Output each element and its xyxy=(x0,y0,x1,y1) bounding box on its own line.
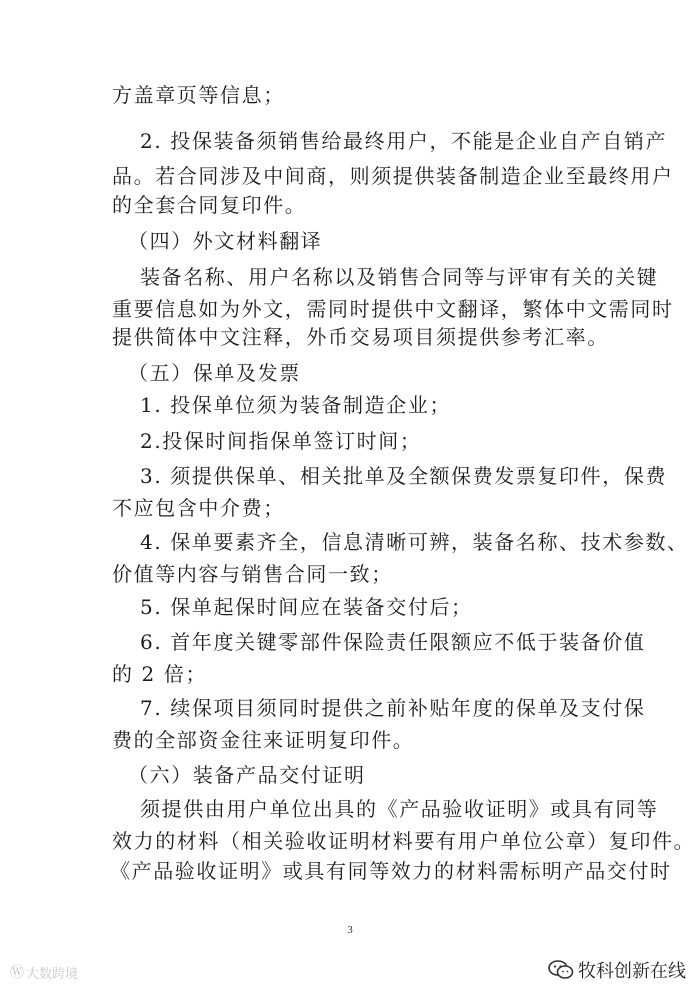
text-line: 方盖章页等信息； xyxy=(112,83,285,107)
wechat-icon xyxy=(548,959,574,981)
text-line: 提供简体中文注释，外币交易项目须提供参考汇率。 xyxy=(112,325,609,349)
text-line: 价值等内容与销售合同一致； xyxy=(112,562,393,586)
text-line: 1. 投保单位须为装备制造企业； xyxy=(140,393,452,417)
left-watermark-text: 大数跨境 xyxy=(26,966,79,982)
section-heading: （六）装备产品交付证明 xyxy=(128,763,366,787)
text-line: 装备名称、用户名称以及销售合同等与评审有关的关键 xyxy=(140,265,659,289)
text-line: 不应包含中介费； xyxy=(112,496,285,520)
section-heading: （五）保单及发票 xyxy=(128,361,301,385)
text-line: 效力的材料（相关验收证明材料要有用户单位公章）复印件。 xyxy=(112,829,696,853)
text-line: 2. 投保装备须销售给最终用户，不能是企业自产自销产 xyxy=(140,129,668,153)
text-line: 5. 保单起保时间应在装备交付后； xyxy=(140,595,473,619)
text-line: 4. 保单要素齐全，信息清晰可辨，装备名称、技术参数、 xyxy=(140,530,689,554)
text-line: 的 2 倍； xyxy=(112,662,208,686)
text-line: 的全套合同复印件。 xyxy=(112,193,307,217)
text-line: 7. 续保项目须同时提供之前补贴年度的保单及支付保 xyxy=(140,696,646,720)
text-line: 《产品验收证明》或具有同等效力的材料需标明产品交付时 xyxy=(110,859,672,883)
weibo-logo-icon: Ⓦ xyxy=(10,965,24,981)
left-watermark xyxy=(10,962,78,982)
text-line: 须提供由用户单位出具的《产品验收证明》或具有同等 xyxy=(140,797,659,821)
page-number: 3 xyxy=(347,924,353,936)
text-line: 品。若合同涉及中间商，则须提供装备制造企业至最终用户 xyxy=(112,164,674,188)
right-watermark-text: 牧科创新在线 xyxy=(578,961,686,982)
text-line: 重要信息如为外文，需同时提供中文翻译，繁体中文需同时 xyxy=(112,297,674,321)
text-line: 6. 首年度关键零部件保险责任限额应不低于装备价值 xyxy=(140,630,646,654)
text-line: 3. 须提供保单、相关批单及全额保费发票复印件，保费 xyxy=(140,464,668,488)
text-line: 2.投保时间指保单签订时间； xyxy=(140,429,422,453)
text-line: 费的全部资金往来证明复印件。 xyxy=(112,728,415,752)
right-watermark xyxy=(548,957,686,983)
section-heading: （四）外文材料翻译 xyxy=(128,229,323,253)
